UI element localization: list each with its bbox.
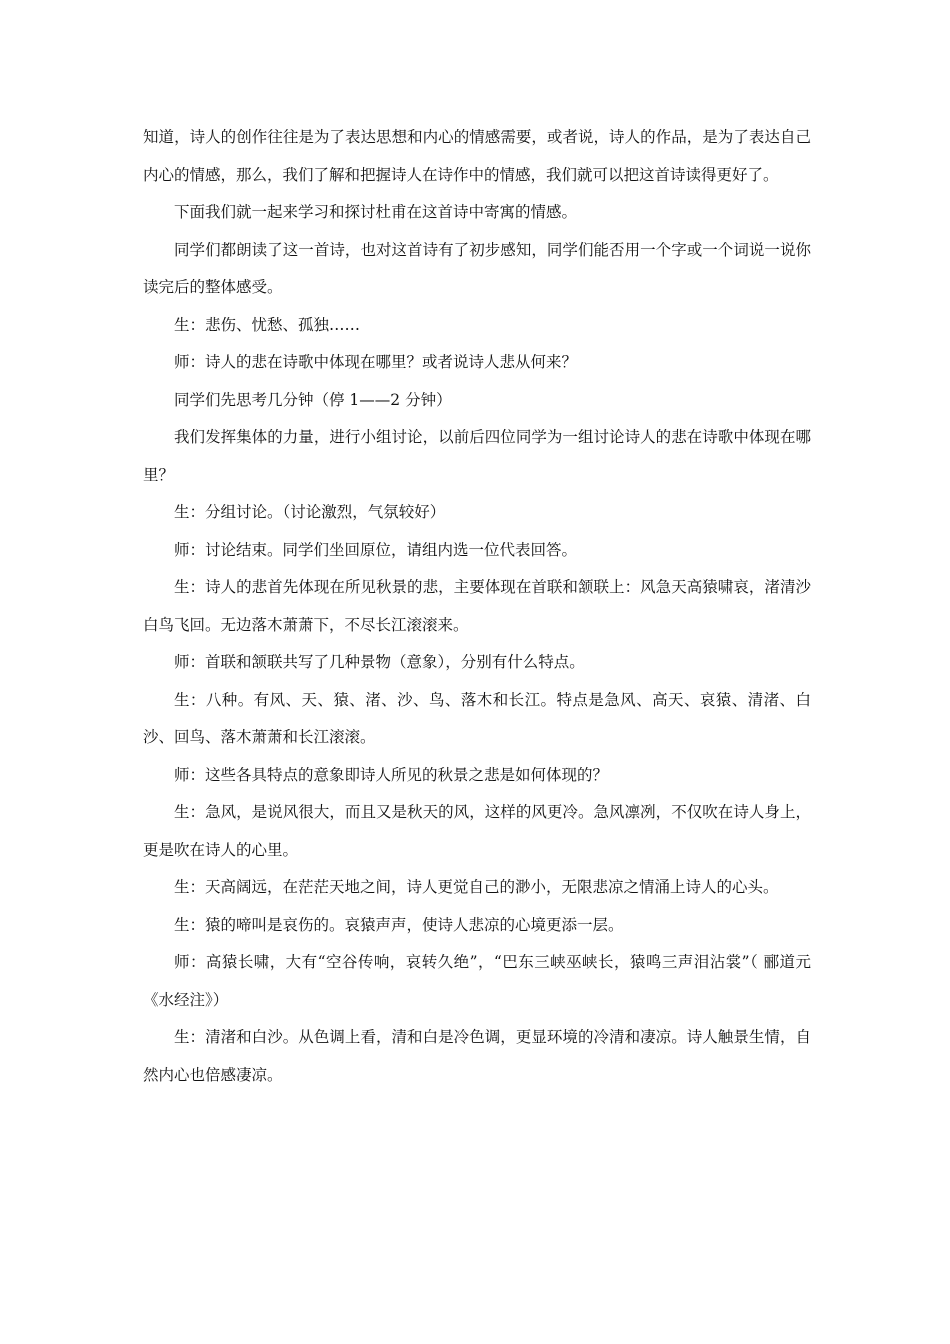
paragraph: 师：这些各具特点的意象即诗人所见的秋景之悲是如何体现的？	[174, 765, 609, 784]
paragraph: 我们发挥集体的力量，进行小组讨论，以前后四位同学为一组讨论诗人的悲在诗歌中体现在哪里？	[143, 428, 811, 484]
document-body	[143, 119, 811, 1094]
paragraph: 生：八种。有风、天、猿、渚、沙、鸟、落木和长江。特点是急风、高天、哀猿、清渚、白沙、回鸟、落木萧萧和长江滚滚。	[143, 690, 811, 746]
paragraph: 下面我们就一起来学习和探讨杜甫在这首诗中寄寓的情感。	[174, 203, 578, 221]
paragraph: 生：悲伤、忧愁、孤独……	[174, 315, 361, 334]
paragraph: 同学们都朗读了这一首诗，也对这首诗有了初步感知，同学们能否用一个字或一个词说一说你读完后的整体感受。	[143, 240, 811, 296]
paragraph: 生：急风，是说风很大，而且又是秋天的风，这样的风更冷。急风凛冽，不仅吹在诗人身上，更是吹在诗人的心里。	[143, 803, 811, 859]
paragraph: 同学们先思考几分钟（停 1——2 分钟）	[174, 390, 452, 409]
paragraph: 师：首联和颔联共写了几种景物（意象），分别有什么特点。	[174, 653, 585, 671]
paragraph: 生：天高阔远，在茫茫天地之间，诗人更觉自己的渺小，无限悲凉之情涌上诗人的心头。	[174, 878, 779, 896]
paragraph: 师：高猿长啸，大有“空谷传响，哀转久绝”，“巴东三峡巫峡长，猿鸣三声泪沾裳”（ 郦道元《水经注》）	[143, 953, 811, 1009]
paragraph: 知道，诗人的创作往往是为了表达思想和内心的情感需要，或者说，诗人的作品，是为了表达自己内心的情感，那么，我们了解和把握诗人在诗作中的情感，我们就可以把这首诗读得更好了。	[143, 128, 811, 184]
paragraph: 师：诗人的悲在诗歌中体现在哪里？或者说诗人悲从何来？	[174, 353, 578, 371]
paragraph: 生：诗人的悲首先体现在所见秋景的悲，主要体现在首联和颔联上：风急天高猿啸哀，渚清沙白鸟飞回。无边落木萧萧下，不尽长江滚滚来。	[143, 578, 811, 634]
paragraph: 生：清渚和白沙。从色调上看，清和白是冷色调，更显环境的冷清和凄凉。诗人触景生情，自然内心也倍感凄凉。	[143, 1028, 811, 1084]
paragraph: 师：讨论结束。同学们坐回原位，请组内选一位代表回答。	[174, 540, 578, 559]
paragraph: 生：分组讨论。（讨论激烈，气氛较好）	[174, 503, 446, 521]
paragraph: 生：猿的啼叫是哀伤的。哀猿声声，使诗人悲凉的心境更添一层。	[174, 915, 624, 934]
